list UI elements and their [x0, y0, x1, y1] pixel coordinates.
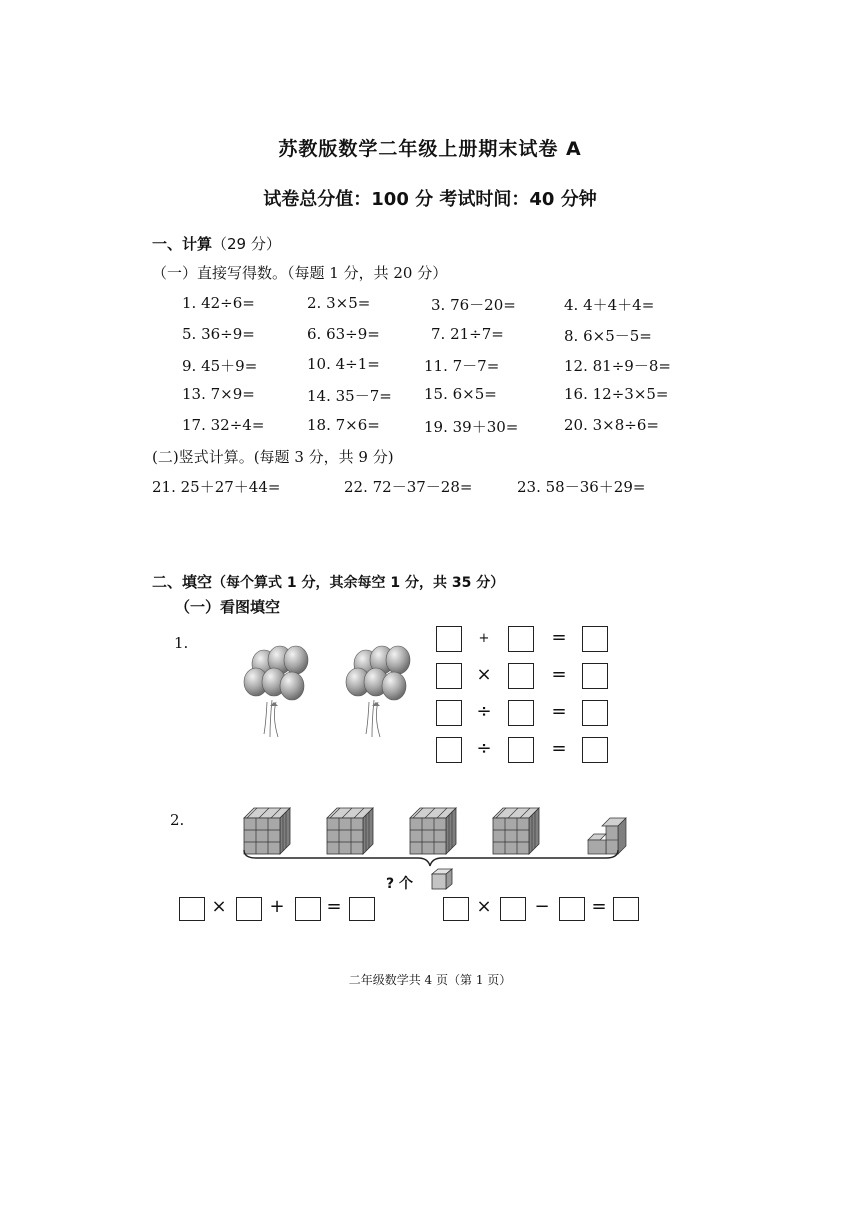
cube-block-4 — [493, 808, 539, 854]
question-10: 10. 4÷1= — [307, 355, 380, 373]
answer-box[interactable] — [613, 897, 639, 921]
equals-sign: = — [551, 701, 567, 722]
balloon-bunch-left — [244, 646, 308, 737]
question-16: 16. 12÷3×5= — [564, 385, 669, 403]
question-12: 12. 81÷9－8= — [564, 357, 671, 375]
section-2-points: （每个算式 1 分，其余每空 1 分，共 35 分） — [212, 575, 505, 591]
question-14: 14. 35－7= — [307, 387, 392, 405]
answer-box[interactable] — [582, 663, 608, 689]
question-11: 11. 7－7= — [424, 357, 500, 375]
answer-box[interactable] — [436, 663, 462, 689]
answer-box[interactable] — [436, 626, 462, 652]
question-19: 19. 39＋30= — [424, 418, 519, 436]
question-21: 21. 25＋27＋44= — [152, 478, 281, 496]
question-13: 13. 7×9= — [182, 385, 255, 403]
operator-symbol: ÷ — [476, 701, 492, 722]
answer-box[interactable] — [179, 897, 205, 921]
question-18: 18. 7×6= — [307, 416, 380, 434]
answer-box[interactable] — [508, 737, 534, 763]
answer-box[interactable] — [508, 663, 534, 689]
answer-box[interactable] — [500, 897, 526, 921]
answer-box[interactable] — [436, 700, 462, 726]
operator-symbol: − — [534, 896, 550, 917]
section-2-title: 二、填空 — [152, 573, 213, 591]
exam-info: 试卷总分值：100 分 考试时间：40 分钟 — [263, 189, 597, 210]
answer-box[interactable] — [295, 897, 321, 921]
cube-block-1 — [244, 808, 290, 854]
section-2-part-1-heading: （一）看图填空 — [175, 598, 281, 616]
question-4: 4. 4＋4＋4= — [564, 296, 655, 314]
question-1: 1. 42÷6= — [182, 294, 255, 312]
operator-symbol: × — [476, 896, 492, 917]
answer-box[interactable] — [236, 897, 262, 921]
equals-sign: = — [551, 664, 567, 685]
section-2-heading — [152, 571, 504, 592]
equals-sign: = — [551, 627, 567, 648]
section-1-points: （29 分） — [212, 235, 281, 253]
question-7: 7. 21÷7= — [431, 325, 504, 343]
equals-sign: = — [326, 896, 342, 917]
question-20: 20. 3×8÷6= — [564, 416, 659, 434]
question-5: 5. 36÷9= — [182, 325, 255, 343]
answer-box[interactable] — [508, 626, 534, 652]
question-2: 2. 3×5= — [307, 294, 371, 312]
page-footer: 二年级数学共 4 页（第 1 页） — [348, 973, 512, 987]
equals-sign: = — [551, 738, 567, 759]
operator-symbol: × — [211, 896, 227, 917]
question-15: 15. 6×5= — [424, 385, 497, 403]
answer-box[interactable] — [508, 700, 534, 726]
question-2-label: 2. — [170, 811, 185, 829]
answer-box[interactable] — [349, 897, 375, 921]
section-1-title: 一、计算 — [152, 235, 213, 253]
part-2-heading: (二)竖式计算。(每题 3 分，共 9 分) — [152, 448, 394, 466]
balloon-bunch-right — [346, 646, 410, 737]
answer-box[interactable] — [436, 737, 462, 763]
answer-box[interactable] — [582, 700, 608, 726]
question-6: 6. 63÷9= — [307, 325, 380, 343]
operator-symbol: + — [478, 631, 490, 646]
answer-box[interactable] — [559, 897, 585, 921]
question-23: 23. 58－36＋29= — [517, 478, 646, 496]
answer-box[interactable] — [582, 626, 608, 652]
equals-sign: = — [591, 896, 607, 917]
small-cube-group — [588, 818, 626, 854]
question-9: 9. 45＋9= — [182, 357, 258, 375]
question-1-label: 1. — [174, 634, 189, 652]
operator-symbol: × — [476, 664, 492, 685]
answer-box[interactable] — [443, 897, 469, 921]
operator-symbol: ÷ — [476, 738, 492, 759]
question-17: 17. 32÷4= — [182, 416, 265, 434]
page-title: 苏教版数学二年级上册期末试卷 A — [278, 138, 582, 160]
answer-box[interactable] — [582, 737, 608, 763]
cube-block-2 — [327, 808, 373, 854]
operator-symbol: + — [269, 896, 285, 917]
section-1-heading — [152, 233, 281, 254]
part-1-heading: （一）直接写得数。（每题 1 分，共 20 分） — [152, 264, 448, 282]
question-22: 22. 72－37－28= — [344, 478, 473, 496]
brace-label: ? 个 — [386, 876, 413, 892]
question-8: 8. 6×5－5= — [564, 327, 652, 345]
cube-block-3 — [410, 808, 456, 854]
question-3: 3. 76－20= — [431, 296, 516, 314]
balloons-illustration — [242, 642, 417, 738]
single-cube-icon — [430, 868, 456, 892]
